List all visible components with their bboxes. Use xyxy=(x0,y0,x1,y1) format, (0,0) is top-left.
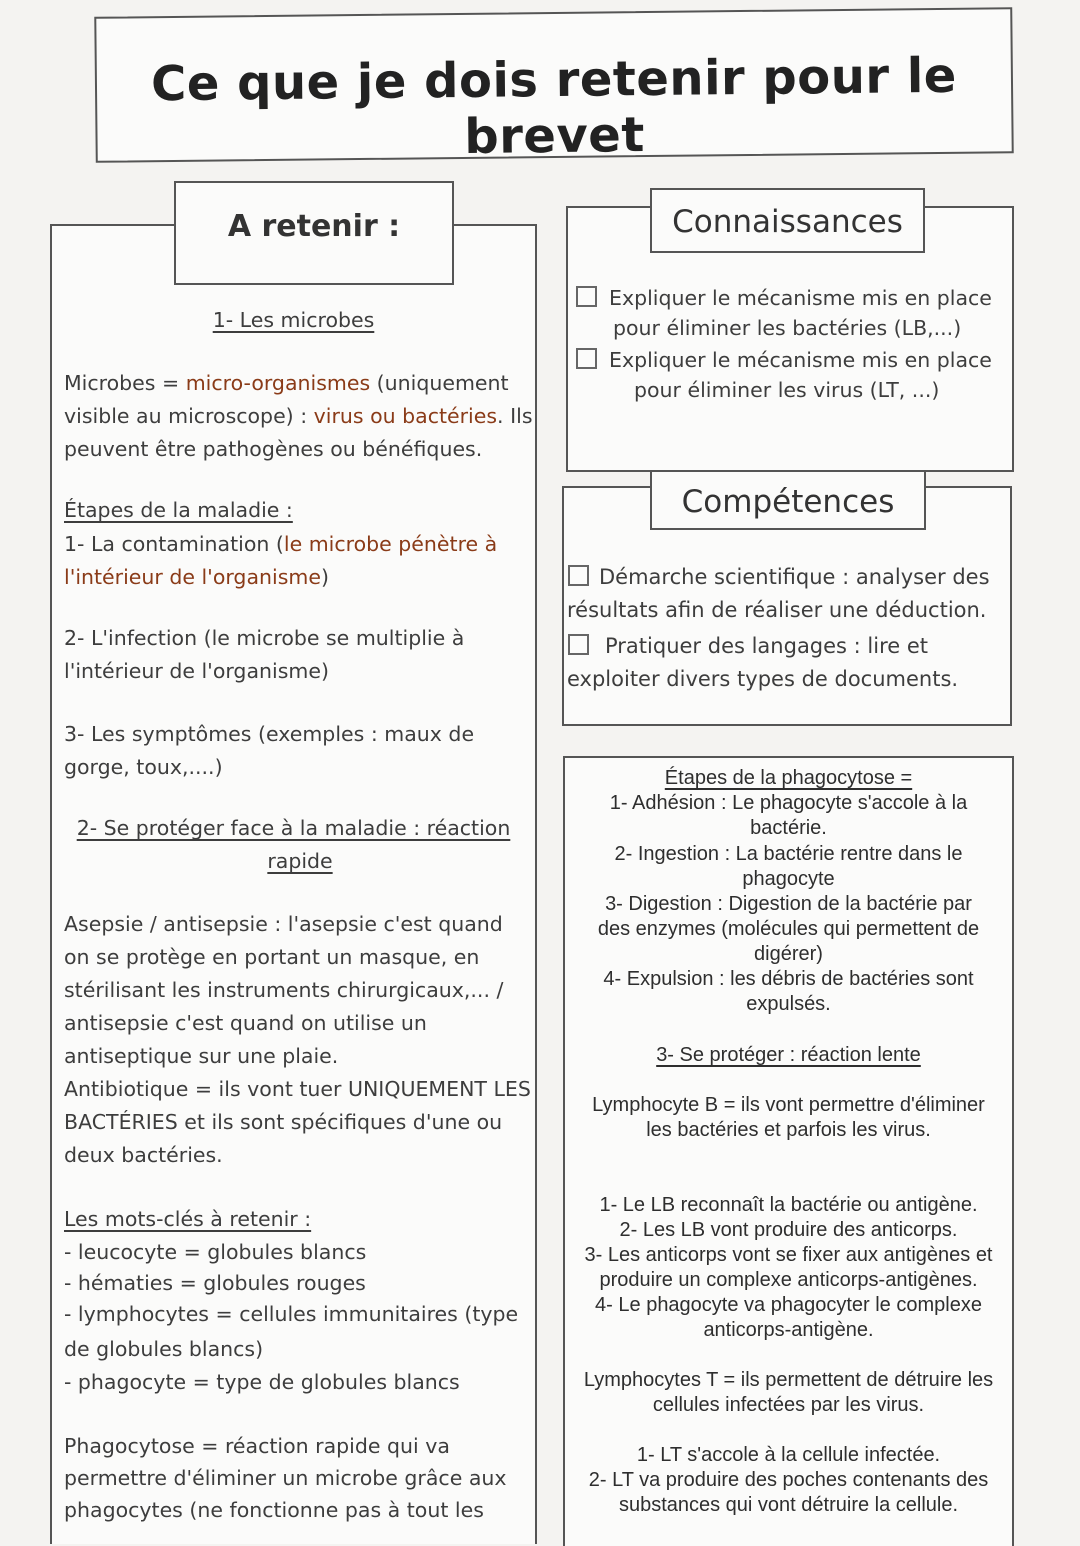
etape-infection-2: l'intérieur de l'organisme) xyxy=(64,659,329,683)
checkbox-icon[interactable] xyxy=(568,634,589,655)
phagocytose-def-3: phagocytes (ne fonctionne pas à tout les xyxy=(64,1498,484,1522)
antibiotique-line-1: Antibiotique = ils vont tuer UNIQUEMENT LES xyxy=(64,1077,531,1101)
asepsie-line-5: antiseptique sur une plaie. xyxy=(64,1044,339,1068)
mot-cle-lymphocytes-2: de globules blancs) xyxy=(64,1337,264,1361)
connaissance-item-2-line-2: pour éliminer les virus (LT, ...) xyxy=(634,378,940,402)
asepsie-line-4: antisepsie c'est quand on utilise un xyxy=(64,1011,427,1035)
phago-step-1: 1- Adhésion : Le phagocyte s'accole à la xyxy=(609,792,968,814)
connaissance-item-1: Expliquer le mécanisme mis en place xyxy=(576,282,992,314)
lt-def-2: cellules infectées par les virus. xyxy=(652,1394,925,1416)
checkbox-icon[interactable] xyxy=(576,286,597,307)
phago-step-2: 2- Ingestion : La bactérie rentre dans le xyxy=(614,843,963,865)
lb-step-4b: anticorps-antigène. xyxy=(703,1319,874,1341)
phago-step-3: 3- Digestion : Digestion de la bactérie par xyxy=(605,893,972,915)
etapes-maladie-heading: Étapes de la maladie : xyxy=(64,498,293,522)
proteger-lente-heading: 3- Se protéger : réaction lente xyxy=(656,1044,921,1066)
asepsie-line-2: on se protège en portant un masque, en xyxy=(64,945,480,969)
lb-step-1: 1- Le LB reconnaît la bactérie ou antigène. xyxy=(599,1194,978,1216)
phagocytose-def-2: permettre d'éliminer un microbe grâce aux xyxy=(64,1466,507,1490)
lt-step-2: 2- LT va produire des poches contenants des xyxy=(588,1469,989,1491)
etape-symptomes-1: 3- Les symptômes (exemples : maux de xyxy=(64,722,475,746)
asepsie-line-3: stérilisant les instruments chirurgicaux,... / xyxy=(64,978,504,1002)
checkbox-icon[interactable] xyxy=(576,348,597,369)
antibiotique-line-2: BACTÉRIES et ils sont spécifiques d'une ou xyxy=(64,1110,503,1134)
phago-step-4b: expulsés. xyxy=(746,993,831,1015)
phago-step-4: 4- Expulsion : les débris de bactéries sont xyxy=(603,968,974,990)
competence-item-1: Démarche scientifique : analyser des xyxy=(568,561,990,593)
title-box xyxy=(94,7,1013,163)
connaissances-label: Connaissances xyxy=(672,204,903,240)
etape-contamination-2: l'intérieur de l'organisme) xyxy=(64,565,329,589)
connaissance-item-2: Expliquer le mécanisme mis en place xyxy=(576,344,992,376)
etape-symptomes-2: gorge, toux,....) xyxy=(64,755,223,779)
phago-step-1b: bactérie. xyxy=(750,817,827,839)
microbes-line-3: peuvent être pathogènes ou bénéfiques. xyxy=(64,437,483,461)
proteger-rapide-heading-1: 2- Se protéger face à la maladie : réaction xyxy=(76,816,511,840)
connaissances-tab xyxy=(650,188,925,253)
competence-item-2-line-2: exploiter divers types de documents. xyxy=(567,667,959,691)
phago-step-3b: des enzymes (molécules qui permettent de xyxy=(597,918,980,940)
connaissance-item-1-line-2: pour éliminer les bactéries (LB,...) xyxy=(613,316,962,340)
lt-step-1: 1- LT s'accole à la cellule infectée. xyxy=(636,1444,941,1466)
antibiotique-line-3: deux bactéries. xyxy=(64,1143,223,1167)
mots-cles-heading: Les mots-clés à retenir : xyxy=(64,1207,312,1231)
competences-label: Compétences xyxy=(681,484,895,520)
lb-step-3b: produire un complexe anticorps-antigènes. xyxy=(599,1269,978,1291)
microbes-line-1: Microbes = micro-organismes (uniquement xyxy=(64,371,509,395)
competences-tab xyxy=(650,470,926,530)
etape-contamination: 1- La contamination (le microbe pénètre à xyxy=(64,532,498,556)
mot-cle-phagocyte: - phagocyte = type de globules blancs xyxy=(64,1370,460,1394)
proteger-rapide-heading-2: rapide xyxy=(267,849,333,873)
microbes-line-2: visible au microscope) : virus ou bactéries. Ils xyxy=(64,404,533,428)
microbes-heading: 1- Les microbes xyxy=(212,308,375,332)
lb-step-4: 4- Le phagocyte va phagocyter le complexe xyxy=(595,1294,982,1316)
asepsie-line-1: Asepsie / antisepsie : l'asepsie c'est quand xyxy=(64,912,503,936)
lb-step-3: 3- Les anticorps vont se fixer aux antigènes et xyxy=(584,1244,993,1266)
etape-infection-1: 2- L'infection (le microbe se multiplie à xyxy=(64,626,465,650)
competence-item-2: Pratiquer des langages : lire et xyxy=(568,630,928,662)
lt-def-1: Lymphocytes T = ils permettent de détruire les xyxy=(583,1369,994,1391)
competence-item-1-line-2: résultats afin de réaliser une déduction. xyxy=(567,598,987,622)
a-retenir-label: A retenir : xyxy=(227,209,401,244)
mot-cle-hematies: - hématies = globules rouges xyxy=(64,1271,366,1295)
lb-def-2: les bactéries et parfois les virus. xyxy=(646,1119,931,1141)
a-retenir-tab xyxy=(174,181,454,285)
phago-step-3c: digérer) xyxy=(754,943,823,965)
checkbox-icon[interactable] xyxy=(568,565,589,586)
mot-cle-leucocyte: - leucocyte = globules blancs xyxy=(64,1240,367,1264)
lb-step-2: 2- Les LB vont produire des anticorps. xyxy=(619,1219,958,1241)
mot-cle-lymphocytes: - lymphocytes = cellules immunitaires (type xyxy=(64,1302,519,1326)
phagocytose-heading: Étapes de la phagocytose = xyxy=(664,767,913,789)
phago-step-2b: phagocyte xyxy=(742,868,835,890)
page-title: Ce que je dois retenir pour le brevet xyxy=(150,47,958,165)
phagocytose-def-1: Phagocytose = réaction rapide qui va xyxy=(64,1434,450,1458)
lb-def-1: Lymphocyte B = ils vont permettre d'éliminer xyxy=(592,1094,985,1116)
lt-step-3: substances qui vont détruire la cellule. xyxy=(618,1494,959,1516)
